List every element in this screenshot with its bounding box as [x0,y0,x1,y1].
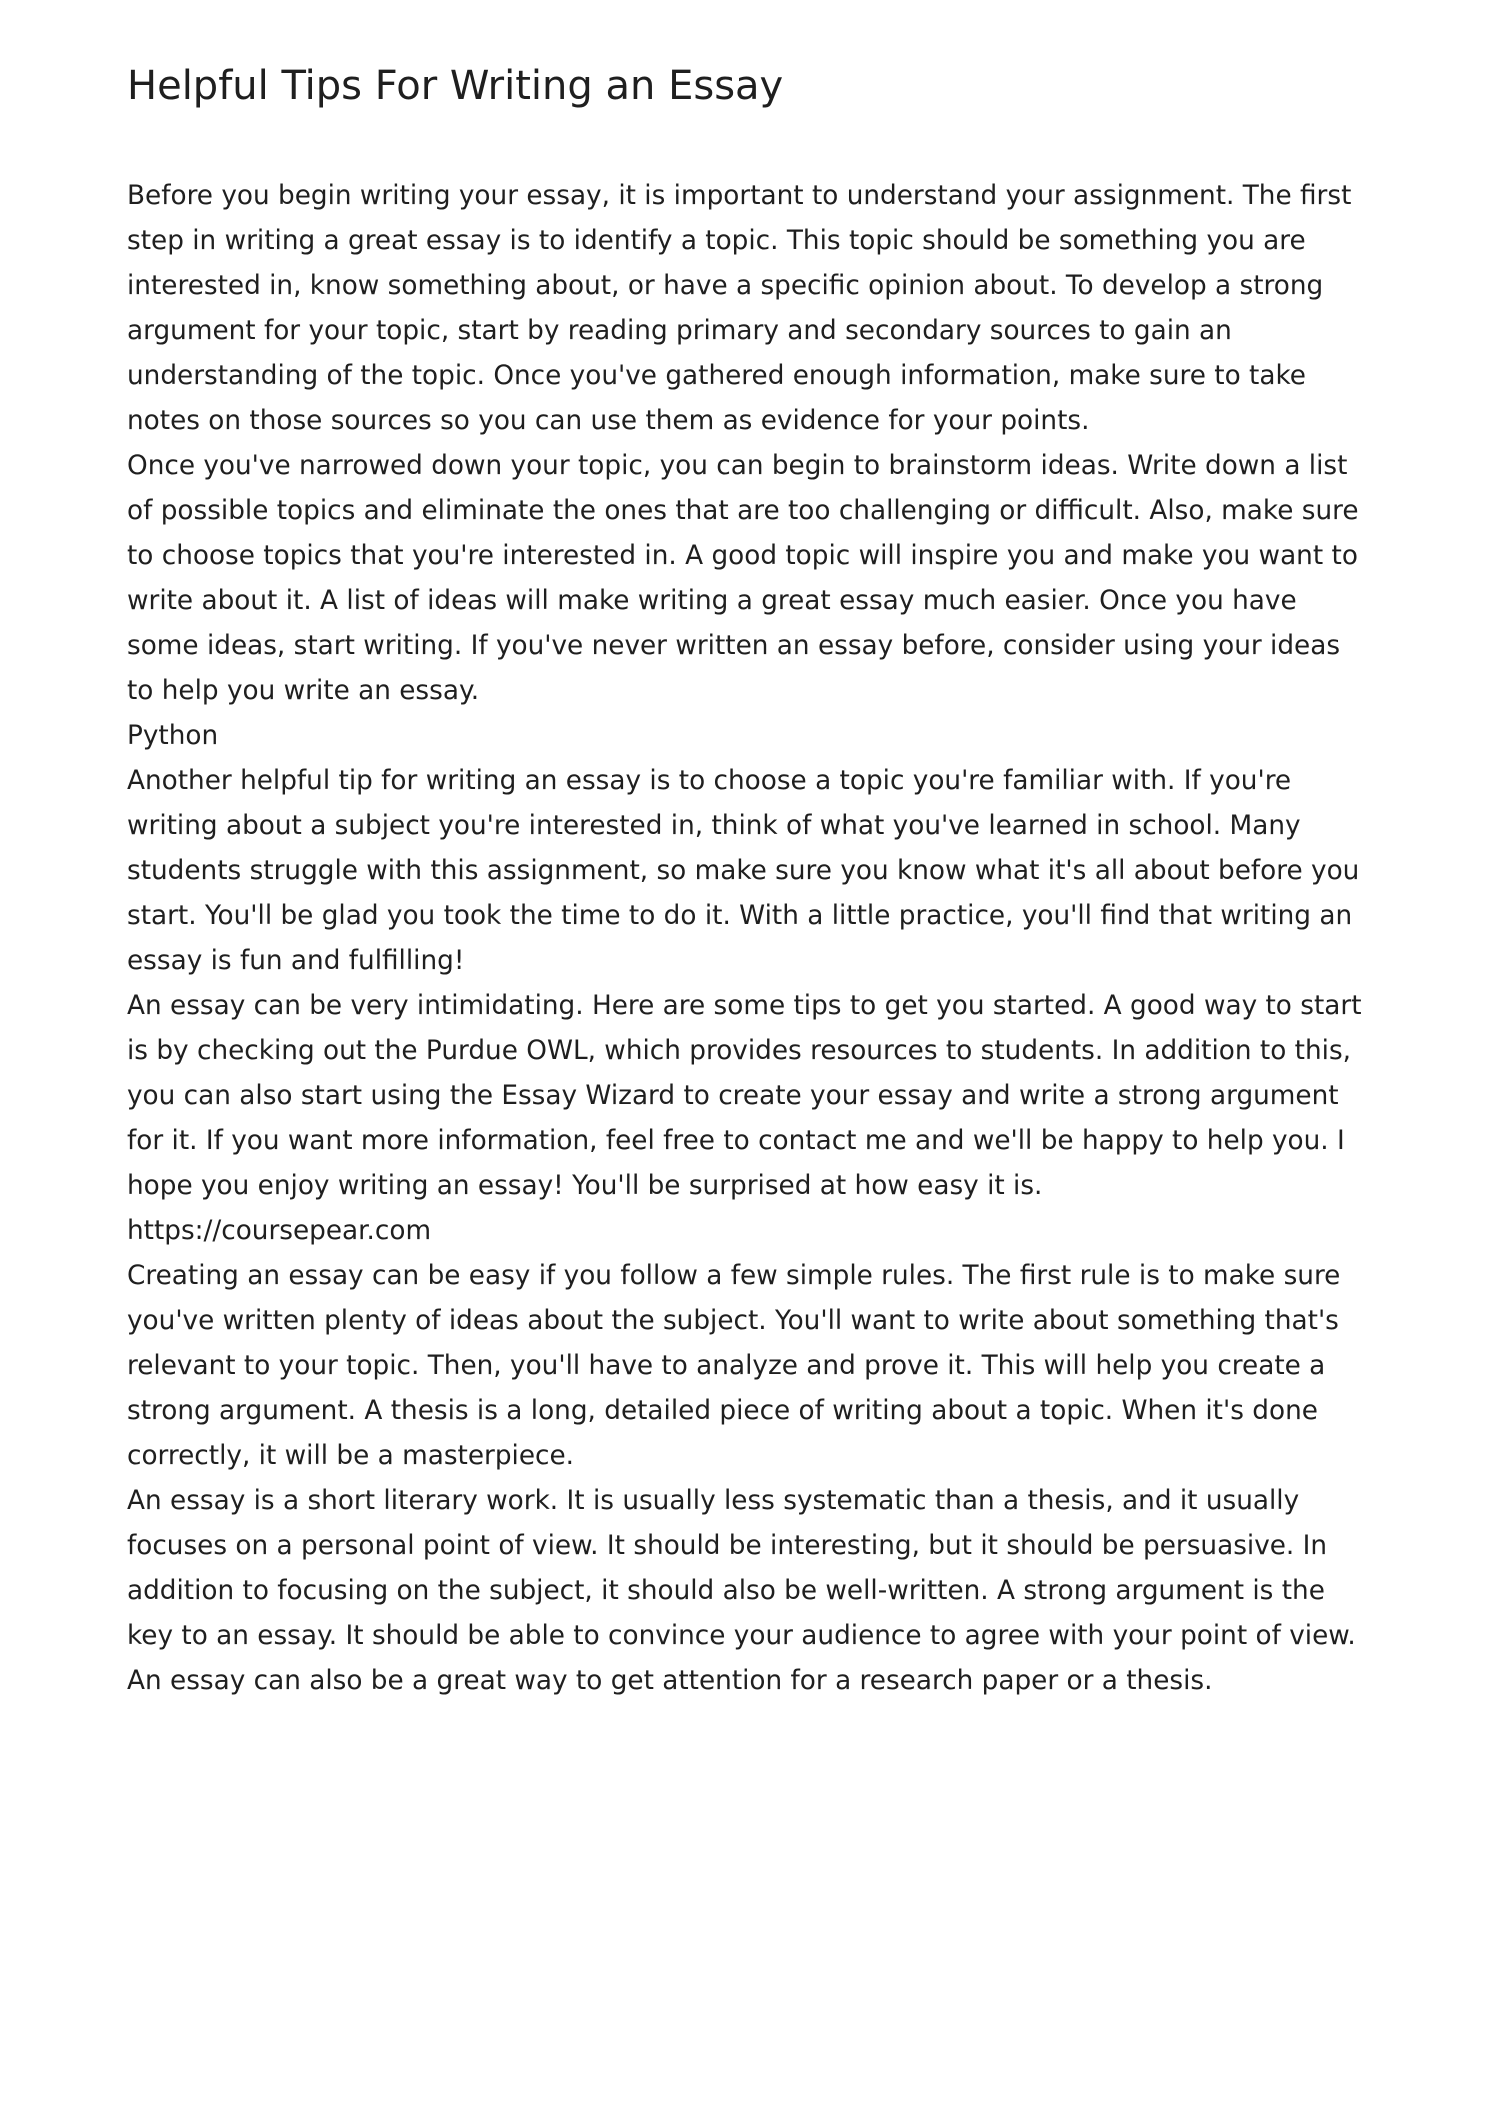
page-title: Helpful Tips For Writing an Essay [127,63,784,109]
paragraph-short-literary-work: An essay is a short literary work. It is usually less systematic than a thesis, and it usually focuses on a personal point of view. It should be interesting, but it should be persuasive. In addition to focusing on the subject, it should also be well-written. A strong argument is the key to an essay. It should be able to convince your audience to agree with your point of view. An essay can also be a great way to get attention for a research paper or a thesis. [127,1486,1356,1696]
document-body [127,174,1375,1704]
paragraph-intimidating: An essay can be very intimidating. Here are some tips to get you started. A good way to start is by checking out the Purdue OWL, which provides resources to students. In addition to this, you can also start using the Essay Wizard to create your essay and write a strong argument for it. If you want more information, feel free to contact me and we'll be happy to help you. I hope you enjoy writing an essay! You'll be surprised at how easy it is. [127,991,1362,1201]
paragraph-simple-rules: Creating an essay can be easy if you follow a few simple rules. The first rule is to make sure you've written plenty of ideas about the subject. You'll want to write about something that's relevant to your topic. Then, you'll have to analyze and prove it. This will help you create a strong argument. A thesis is a long, detailed piece of writing about a topic. When it's done correctly, it will be a masterpiece. [127,1261,1341,1471]
paragraph-intro: Before you begin writing your essay, it is important to understand your assignment. The first step in writing a great essay is to identify a topic. This topic should be something you are interested in, know something about, or have a specific opinion about. To develop a strong argument for your topic, start by reading primary and secondary sources to gain an understanding of the topic. Once you've gathered enough information, make sure to take notes on those sources so you can use them as evidence for your points. [127,181,1352,436]
python-line: Python [127,721,219,751]
url-text: https://coursepear.com [127,1216,432,1246]
paragraph-familiar-topic: Another helpful tip for writing an essay is to choose a topic you're familiar with. If you're writing about a subject you're interested in, think of what you've learned in school. Many students struggle with this assignment, so make sure you know what it's all about before you start. You'll be glad you took the time to do it. With a little practice, you'll find that writing an essay is fun and fulfilling! [127,766,1360,976]
paragraph-brainstorm: Once you've narrowed down your topic, you can begin to brainstorm ideas. Write down a list of possible topics and eliminate the ones that are too challenging or difficult. Also, make sure to choose topics that you're interested in. A good topic will inspire you and make you want to write about it. A list of ideas will make writing a great essay much easier. Once you have some ideas, start writing. If you've never written an essay before, consider using your ideas to help you write an essay. [127,451,1359,706]
